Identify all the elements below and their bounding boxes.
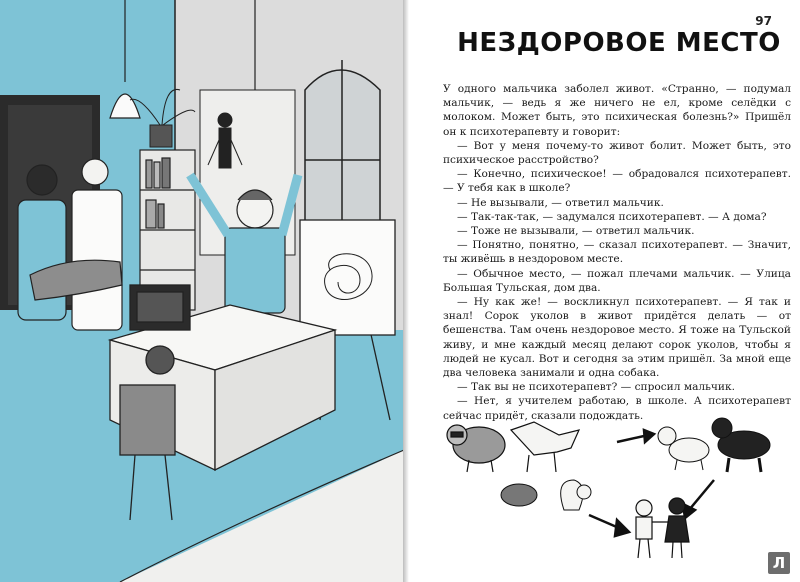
story-paragraph: — Нет, я учителем работаю, в школе. А психотерапевт сейчас придёт, сказали подождать. xyxy=(443,395,791,422)
story-paragraph: — Не вызывали, — ответил мальчик. xyxy=(457,196,664,209)
chapter-title: НЕЗДОРОВОЕ МЕСТО xyxy=(457,28,781,58)
story-paragraph: — Ну как же! — воскликнул психотерапевт. — Я так и знал! Сорок уколов в живот придётся делать — от бешенства. Там очень нездоровое место. Я тоже на Тульской живу, и мне каждый месяц делают сорок уколов, чтобы я людей не кусал. Вот и сегодня за этим пришёл. За мной еще два человека занимали и одна собака. xyxy=(443,296,791,380)
story-paragraph: — Вот у меня почему-то живот болит. Может быть, это психическое расстройство? xyxy=(443,139,791,167)
text-page xyxy=(409,0,800,582)
fox xyxy=(511,422,579,472)
dog xyxy=(712,418,770,472)
litres-watermark: Л xyxy=(768,552,790,574)
story-paragraph: — Так вы не психотерапевт? — спросил мальчик. xyxy=(457,381,735,394)
cat xyxy=(658,427,709,470)
story-paragraph: — Понятно, понятно, — сказал психотерапевт. — Значит, ты живёшь в нездоровом месте. xyxy=(443,239,791,266)
raccoon xyxy=(447,425,505,472)
children xyxy=(636,498,689,558)
animals-drawing xyxy=(439,400,795,565)
story-paragraph: — Конечно, психическое! — обрадовался психотерапевт. — У тебя как в школе? xyxy=(443,168,791,195)
squirrel xyxy=(561,480,591,510)
arrow-down-right xyxy=(683,480,714,518)
page-number: 97 xyxy=(755,14,772,28)
animals-to-children-sketch xyxy=(439,400,795,565)
hedgehog xyxy=(501,484,537,506)
story-paragraph: — Так-так-так, — задумался психотерапевт. — А дома? xyxy=(457,210,767,223)
story-paragraph: У одного мальчика заболел живот. «Странно, — подумал мальчик, — ведь я же ничего не ел, кроме селёдки с молоком. Может быть, это психическая болезнь?» Пришёл он к психотерапевту и говорит: xyxy=(443,83,791,138)
arrow-right xyxy=(617,430,654,442)
story-text xyxy=(443,82,791,423)
story-paragraph: — Тоже не вызывали, — ответил мальчик. xyxy=(457,225,695,238)
story-paragraph: — Обычное место, — пожал плечами мальчик. — Улица Большая Тульская, дом два. xyxy=(443,267,791,294)
arrow-down-left xyxy=(589,515,629,536)
